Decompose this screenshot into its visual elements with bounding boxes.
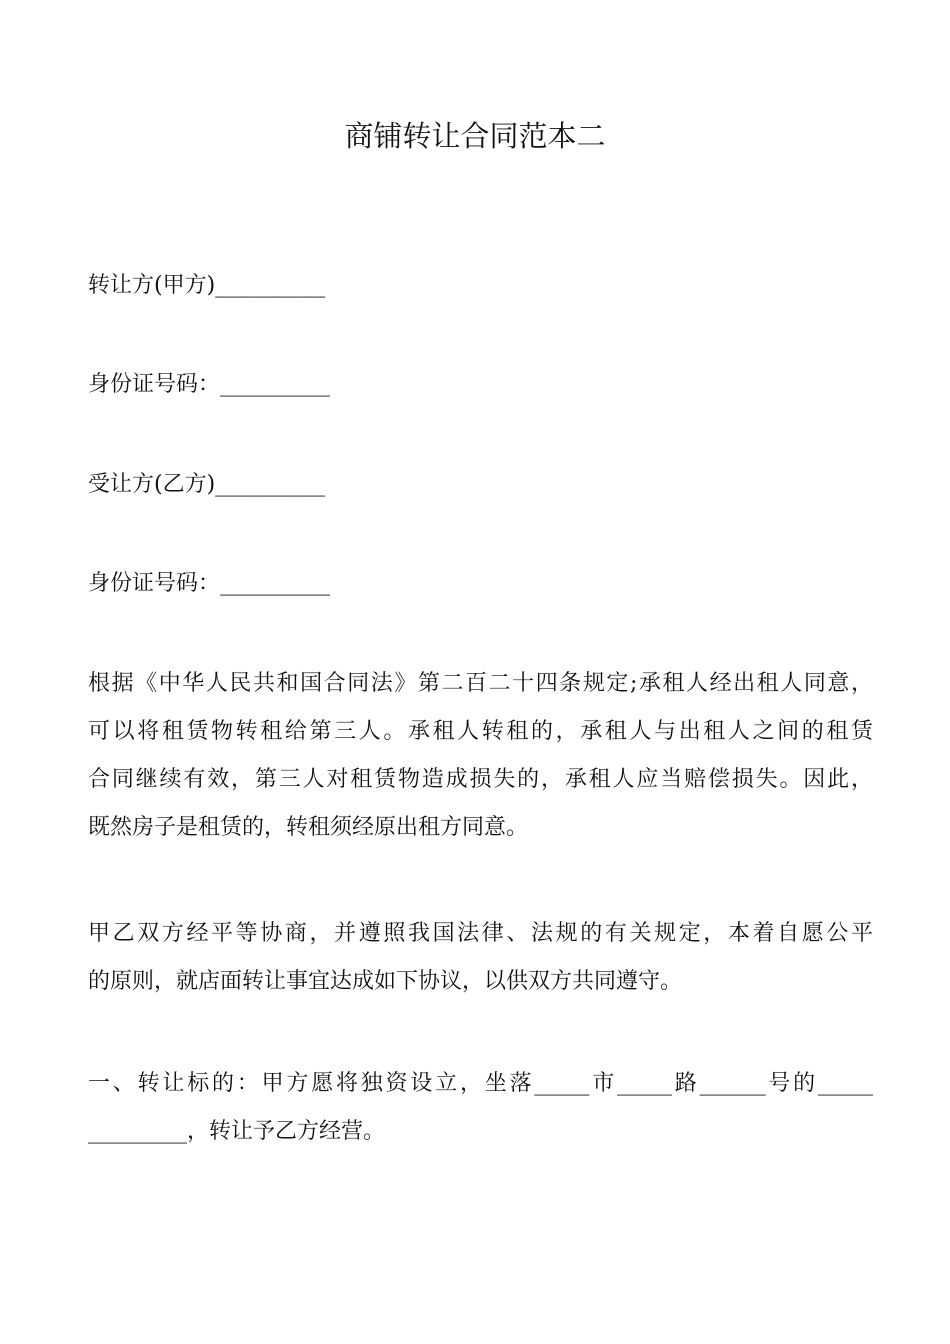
document-title: 商铺转让合同范本二 — [344, 119, 606, 153]
transferor-id-field: 身份证号码：__________ — [88, 372, 331, 397]
transferee-id-field: 身份证号码：__________ — [88, 571, 331, 596]
paragraph-line: 一、转让标的：甲方愿将独资设立，坐落_____市_____路______号的_____ — [88, 1071, 873, 1096]
paragraph-line: 的原则，就店面转让事宜达成如下协议，以供双方共同遵守。 — [88, 969, 683, 994]
clause-one-paragraph — [88, 1060, 873, 1156]
legal-basis-paragraph — [88, 660, 873, 852]
transferee-field: 受让方(乙方)__________ — [88, 472, 326, 497]
paragraph-line: 既然房子是租赁的，转租须经原出租方同意。 — [88, 815, 529, 840]
transferor-field: 转让方(甲方)__________ — [88, 273, 326, 298]
paragraph-line: 可以将租赁物转租给第三人。承租人转租的，承租人与出租人之间的租赁 — [88, 719, 873, 744]
paragraph-line: 根据《中华人民共和国合同法》第二百二十四条规定;承租人经出租人同意， — [88, 671, 873, 696]
agreement-intro-paragraph — [88, 910, 873, 1006]
paragraph-line: 合同继续有效，第三人对租赁物造成损失的，承租人应当赔偿损失。因此， — [88, 767, 873, 792]
paragraph-line: 甲乙双方经平等协商，并遵照我国法律、法规的有关规定，本着自愿公平 — [88, 921, 873, 946]
paragraph-line: _________，转让予乙方经营。 — [88, 1119, 386, 1144]
